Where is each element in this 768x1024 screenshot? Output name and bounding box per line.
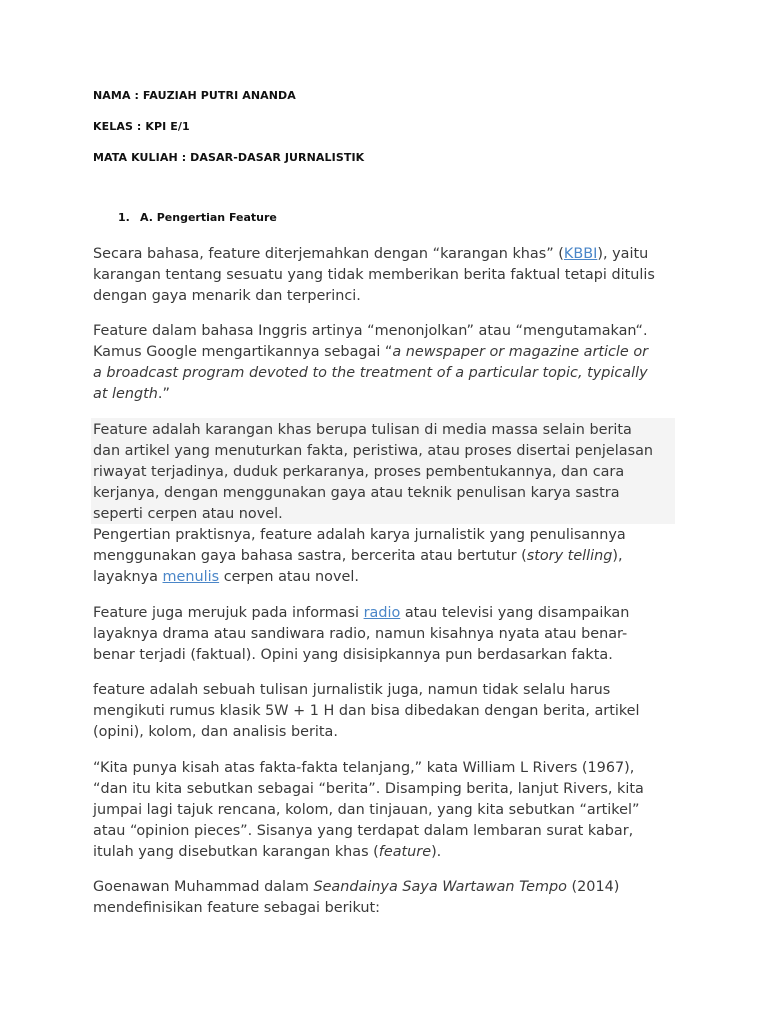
paragraph-3-line: kerjanya, dengan menggunakan gaya atau teknik penulisan karya sastra	[93, 485, 620, 501]
paragraph-8	[93, 877, 683, 919]
paragraph-4-text: ),	[612, 548, 623, 564]
paragraph-4-text: cerpen atau novel.	[219, 569, 359, 585]
student-name: NAMA : FAUZIAH PUTRI ANANDA	[93, 89, 296, 102]
section-number: 1.	[118, 211, 130, 224]
paragraph-2-text: Kamus Google mengartikannya sebagai “	[93, 344, 393, 360]
paragraph-1-text: ), yaitu	[597, 246, 649, 262]
section-title: A. Pengertian Feature	[140, 211, 277, 224]
paragraph-1-text: Secara bahasa, feature diterjemahkan dengan “karangan khas” (	[93, 246, 564, 262]
class-label: KELAS : KPI E/1	[93, 120, 190, 133]
paragraph-1	[93, 244, 683, 307]
feature-term: feature	[378, 844, 432, 860]
paragraph-5-line: benar terjadi (faktual). Opini yang disisipkannya pun berdasarkan fakta.	[93, 647, 613, 663]
paragraph-7-line: jumpai lagi tajuk rencana, kolom, dan tinjauan, yang kita sebutkan “artikel”	[93, 802, 640, 818]
paragraph-8-text: (2014)	[566, 879, 620, 895]
paragraph-2	[93, 321, 683, 405]
radio-link[interactable]: radio	[363, 605, 401, 621]
paragraph-7-text: itulah yang disebutkan karangan khas (	[93, 844, 379, 860]
paragraph-5	[93, 603, 683, 666]
paragraph-7-line: “dan itu kita sebutkan sebagai “berita”. Disamping berita, lanjut Rivers, kita	[93, 781, 644, 797]
paragraph-7-line: “Kita punya kisah atas fakta-fakta telanjang,” kata William L Rivers (1967),	[93, 760, 635, 776]
paragraph-4-line: Pengertian praktisnya, feature adalah karya jurnalistik yang penulisannya	[93, 527, 626, 543]
paragraph-6-line: (opini), kolom, dan analisis berita.	[93, 724, 338, 740]
paragraph-7-line: atau “opinion pieces”. Sisanya yang terdapat dalam lembaran surat kabar,	[93, 823, 634, 839]
paragraph-4-text: menggunakan gaya bahasa sastra, bercerita atau bertutur (	[93, 548, 527, 564]
paragraph-1-line: karangan tentang sesuatu yang tidak memberikan berita faktual tetapi ditulis	[93, 267, 655, 283]
paragraph-5-text: Feature juga merujuk pada informasi	[93, 605, 364, 621]
course-label: MATA KULIAH : DASAR-DASAR JURNALISTIK	[93, 151, 365, 164]
paragraph-3-line: dan artikel yang menuturkan fakta, peristiwa, atau proses disertai penjelasan	[93, 443, 654, 459]
paragraph-4-text: layaknya	[93, 569, 163, 585]
book-title: Seandainya Saya Wartawan Tempo	[313, 879, 567, 895]
paragraph-8-line: mendefinisikan feature sebagai berikut:	[93, 900, 381, 916]
paragraph-5-text: atau televisi yang disampaikan	[400, 605, 630, 621]
paragraph-3	[93, 420, 683, 588]
paragraph-3-line: Feature adalah karangan khas berupa tulisan di media massa selain berita	[93, 422, 632, 438]
paragraph-6-line: feature adalah sebuah tulisan jurnalistik juga, namun tidak selalu harus	[93, 682, 611, 698]
quote-text: at length	[93, 386, 158, 402]
paragraph-3-line: riwayat terjadinya, duduk perkaranya, proses pembentukannya, dan cara	[93, 464, 625, 480]
paragraph-3-line: seperti cerpen atau novel.	[93, 506, 283, 522]
paragraph-2-line: Feature dalam bahasa Inggris artinya “menonjolkan” atau “mengutamakan“.	[93, 323, 648, 339]
kbbi-link[interactable]: KBBI	[563, 246, 598, 262]
story-telling-term: story telling	[526, 548, 613, 564]
paragraph-5-line: layaknya drama atau sandiwara radio, namun kisahnya nyata atau benar-	[93, 626, 628, 642]
quote-text: a newspaper or magazine article or	[392, 344, 649, 360]
section-heading	[118, 211, 277, 224]
paragraph-6	[93, 680, 683, 743]
quote-text: a broadcast program devoted to the treatment of a particular topic, typically	[93, 365, 648, 381]
paragraph-8-text: Goenawan Muhammad dalam	[93, 879, 314, 895]
paragraph-7	[93, 758, 683, 863]
paragraph-1-line: dengan gaya menarik dan terperinci.	[93, 288, 361, 304]
paragraph-2-text: .”	[157, 386, 170, 402]
menulis-link[interactable]: menulis	[162, 569, 220, 585]
paragraph-6-line: mengikuti rumus klasik 5W + 1 H dan bisa dibedakan dengan berita, artikel	[93, 703, 640, 719]
paragraph-7-text: ).	[431, 844, 442, 860]
